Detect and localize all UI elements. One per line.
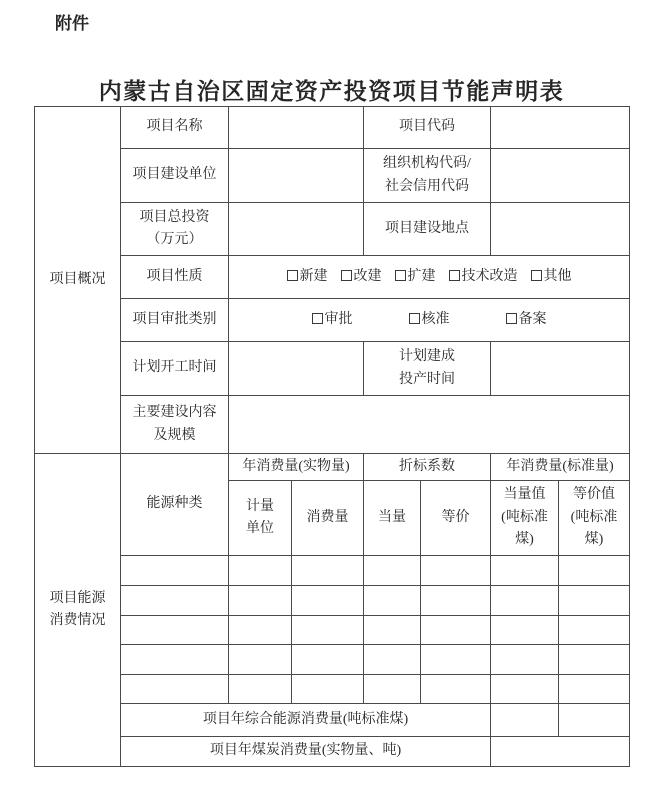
checkbox-label: 核准 <box>421 311 450 327</box>
total-energy-equivalent-value[interactable] <box>491 704 559 737</box>
consumption-cell[interactable] <box>292 675 364 704</box>
energy-type-cell[interactable] <box>121 675 229 704</box>
energy-data-row <box>35 645 630 675</box>
parity-value-cell[interactable] <box>559 645 630 675</box>
checkbox-icon <box>409 313 420 324</box>
energy-data-row <box>35 675 630 704</box>
consumption-cell[interactable] <box>292 586 364 616</box>
annual-physical-header: 年消费量(实物量) <box>229 454 364 481</box>
checkbox-icon <box>287 270 298 281</box>
checkbox-label: 新建 <box>299 268 328 284</box>
measure-unit-cell[interactable] <box>229 586 292 616</box>
parity-value-cell[interactable] <box>559 616 630 645</box>
nature-options-cell <box>229 256 630 299</box>
location-label: 项目建设地点 <box>364 203 491 256</box>
checkbox-option-verify[interactable] <box>409 309 450 331</box>
start-time-value[interactable] <box>229 342 364 396</box>
energy-type-cell[interactable] <box>121 645 229 675</box>
project-code-label: 项目代码 <box>364 107 491 149</box>
equivalent-value-header: 当量值 (吨标准 煤) <box>491 481 559 556</box>
equivalent-cell[interactable] <box>364 645 421 675</box>
parity-cell[interactable] <box>421 675 491 704</box>
energy-type-cell[interactable] <box>121 616 229 645</box>
project-name-label: 项目名称 <box>121 107 229 149</box>
checkbox-label: 审批 <box>324 311 353 327</box>
checkbox-option-new[interactable] <box>287 266 328 288</box>
checkbox-icon <box>449 270 460 281</box>
page-title: 内蒙古自治区固定资产投资项目节能声明表 <box>98 79 565 104</box>
equivalent-cell[interactable] <box>364 616 421 645</box>
approval-options-cell <box>229 299 630 342</box>
parity-value-cell[interactable] <box>559 556 630 586</box>
checkbox-label: 其他 <box>543 268 572 284</box>
checkbox-icon <box>312 313 323 324</box>
checkbox-label: 改建 <box>353 268 382 284</box>
energy-type-header: 能源种类 <box>121 454 229 556</box>
checkbox-icon <box>395 270 406 281</box>
checkbox-option-other[interactable] <box>531 266 572 288</box>
parity-header: 等价 <box>421 481 491 556</box>
total-energy-label: 项目年综合能源消费量(吨标准煤) <box>121 704 491 737</box>
consumption-header: 消费量 <box>292 481 364 556</box>
table-row <box>35 454 630 481</box>
parity-cell[interactable] <box>421 586 491 616</box>
coal-consumption-label: 项目年煤炭消费量(实物量、吨) <box>121 737 491 767</box>
parity-value-cell[interactable] <box>559 586 630 616</box>
table-row <box>35 396 630 454</box>
section-label-energy: 项目能源 消费情况 <box>35 454 121 767</box>
equivalent-header: 当量 <box>364 481 421 556</box>
equivalent-cell[interactable] <box>364 586 421 616</box>
table-row <box>35 342 630 396</box>
checkbox-icon <box>506 313 517 324</box>
table-row <box>35 256 630 299</box>
main-content-label: 主要建设内容 及规模 <box>121 396 229 454</box>
energy-data-row <box>35 616 630 645</box>
parity-value-cell[interactable] <box>559 675 630 704</box>
consumption-cell[interactable] <box>292 556 364 586</box>
declaration-form-table <box>34 106 630 767</box>
measure-unit-cell[interactable] <box>229 556 292 586</box>
section-label-overview: 项目概况 <box>35 107 121 454</box>
energy-type-cell[interactable] <box>121 556 229 586</box>
checkbox-icon <box>531 270 542 281</box>
equivalent-cell[interactable] <box>364 675 421 704</box>
energy-data-row <box>35 556 630 586</box>
checkbox-option-record[interactable] <box>506 309 547 331</box>
consumption-cell[interactable] <box>292 616 364 645</box>
project-name-value[interactable] <box>229 107 364 149</box>
main-content-value[interactable] <box>229 396 630 454</box>
checkbox-label: 备案 <box>518 311 547 327</box>
energy-type-cell[interactable] <box>121 586 229 616</box>
consumption-cell[interactable] <box>292 645 364 675</box>
measure-unit-cell[interactable] <box>229 675 292 704</box>
checkbox-option-approve[interactable] <box>312 309 353 331</box>
equivalent-value-cell[interactable] <box>491 675 559 704</box>
completion-time-label: 计划建成 投产时间 <box>364 342 491 396</box>
total-investment-label: 项目总投资 （万元） <box>121 203 229 256</box>
equivalent-cell[interactable] <box>364 556 421 586</box>
parity-cell[interactable] <box>421 616 491 645</box>
start-time-label: 计划开工时间 <box>121 342 229 396</box>
checkbox-option-expand[interactable] <box>395 266 436 288</box>
build-unit-label: 项目建设单位 <box>121 149 229 203</box>
coal-consumption-value[interactable] <box>491 737 630 767</box>
project-code-value[interactable] <box>491 107 630 149</box>
table-row <box>35 737 630 767</box>
completion-time-value[interactable] <box>491 342 630 396</box>
attachment-label: 附件 <box>55 14 89 33</box>
equivalent-value-cell[interactable] <box>491 556 559 586</box>
location-value[interactable] <box>491 203 630 256</box>
org-code-label: 组织机构代码/ 社会信用代码 <box>364 149 491 203</box>
checkbox-icon <box>341 270 352 281</box>
checkbox-option-rebuild[interactable] <box>341 266 382 288</box>
checkbox-option-tech-upgrade[interactable] <box>449 266 518 288</box>
org-code-value[interactable] <box>491 149 630 203</box>
parity-cell[interactable] <box>421 556 491 586</box>
table-row <box>35 107 630 149</box>
equivalent-value-cell[interactable] <box>491 645 559 675</box>
approval-label: 项目审批类别 <box>121 299 229 342</box>
conversion-factor-header: 折标系数 <box>364 454 491 481</box>
table-row <box>35 299 630 342</box>
energy-data-row <box>35 586 630 616</box>
total-energy-parity-value[interactable] <box>559 704 630 737</box>
table-row <box>35 149 630 203</box>
nature-label: 项目性质 <box>121 256 229 299</box>
measure-unit-cell[interactable] <box>229 645 292 675</box>
checkbox-label: 扩建 <box>407 268 436 284</box>
table-row <box>35 704 630 737</box>
equivalent-value-cell[interactable] <box>491 586 559 616</box>
measure-unit-cell[interactable] <box>229 616 292 645</box>
parity-cell[interactable] <box>421 645 491 675</box>
total-investment-value[interactable] <box>229 203 364 256</box>
checkbox-label: 技术改造 <box>461 268 518 284</box>
build-unit-value[interactable] <box>229 149 364 203</box>
table-row <box>35 203 630 256</box>
parity-value-header: 等价值 (吨标准 煤) <box>559 481 630 556</box>
annual-standard-header: 年消费量(标准量) <box>491 454 630 481</box>
measure-unit-header: 计量 单位 <box>229 481 292 556</box>
equivalent-value-cell[interactable] <box>491 616 559 645</box>
